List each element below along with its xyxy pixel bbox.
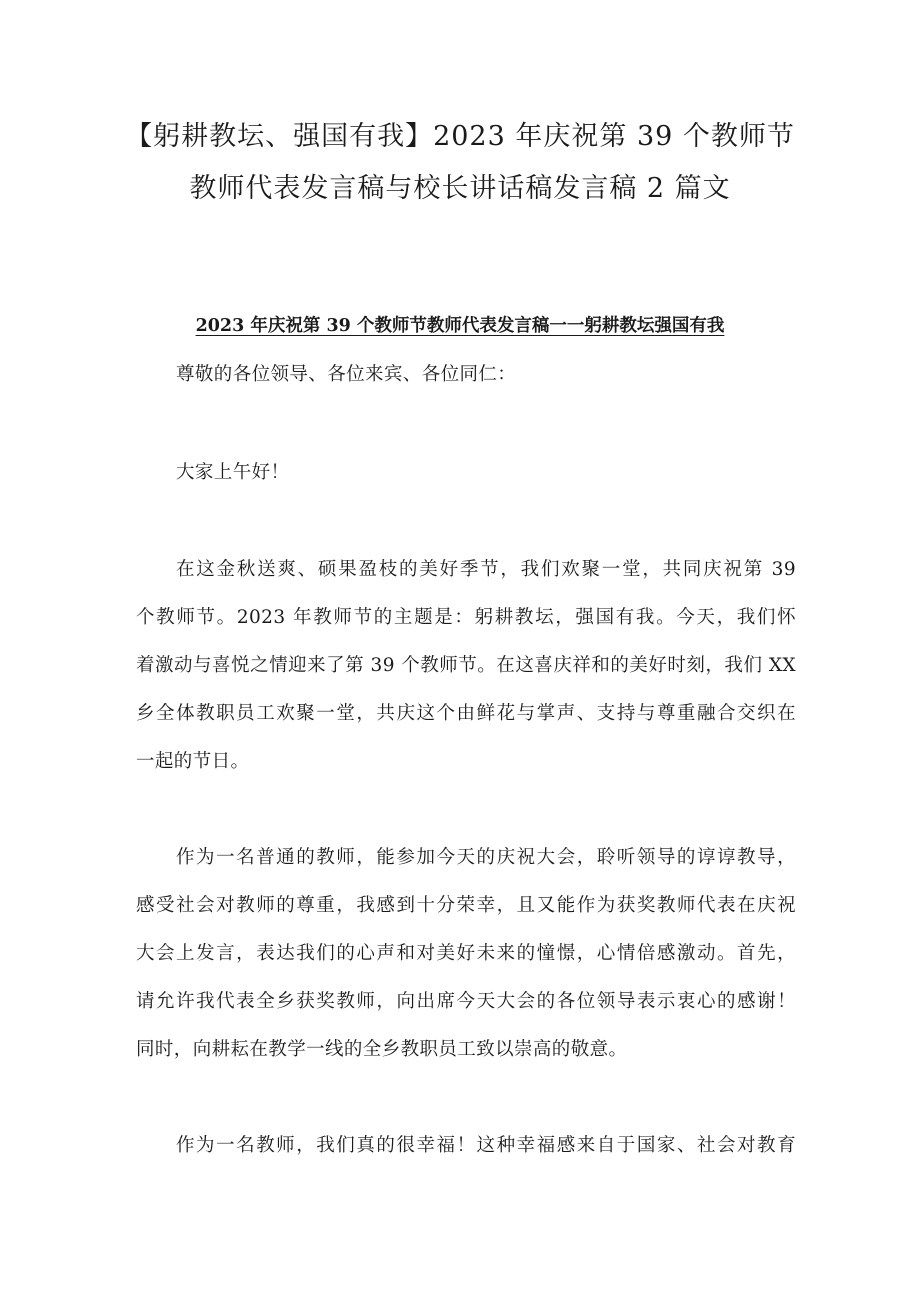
paragraph-1-line-4: 乡全体教职员工欢聚一堂，共庆这个由鲜花与掌声、支持与尊重融合交织在 — [136, 703, 796, 724]
document-title-line-1: 【躬耕教坛、强国有我】2023 年庆祝第 39 个教师节 — [125, 121, 795, 152]
salutation: 尊敬的各位领导、各位来宾、各位同仁： — [176, 364, 517, 385]
greeting: 大家上午好！ — [176, 462, 290, 483]
paragraph-1-line-5: 一起的节日。 — [136, 751, 250, 772]
paragraph-1-line-3: 着激动与喜悦之情迎来了第 39 个教师节。在这喜庆祥和的美好时刻，我们 XX — [136, 655, 796, 676]
paragraph-2-line-4: 请允许我代表全乡获奖教师，向出席今天大会的各位领导表示衷心的感谢！ — [136, 991, 796, 1012]
paragraph-2-line-1: 作为一名普通的教师，能参加今天的庆祝大会，聆听领导的谆谆教导， — [176, 847, 796, 868]
paragraph-3-line-1: 作为一名教师，我们真的很幸福！这种幸福感来自于国家、社会对教育 — [176, 1135, 796, 1156]
paragraph-1-line-2: 个教师节。2023 年教师节的主题是：躬耕教坛，强国有我。今天，我们怀 — [136, 607, 796, 628]
paragraph-2-line-2: 感受社会对教师的尊重，我感到十分荣幸，且又能作为获奖教师代表在庆祝 — [136, 895, 796, 916]
section-subtitle: 2023 年庆祝第 39 个教师节教师代表发言稿一一躬耕教坛强国有我 — [195, 316, 725, 336]
paragraph-1-line-1: 在这金秋送爽、硕果盈枝的美好季节，我们欢聚一堂，共同庆祝第 39 — [176, 559, 796, 580]
document-title-line-2: 教师代表发言稿与校长讲话稿发言稿 2 篇文 — [189, 173, 731, 204]
paragraph-2-line-3: 大会上发言，表达我们的心声和对美好未来的憧憬，心情倍感激动。首先， — [136, 943, 796, 964]
paragraph-2-line-5: 同时，向耕耘在教学一线的全乡教职员工致以崇高的敬意。 — [136, 1039, 628, 1060]
